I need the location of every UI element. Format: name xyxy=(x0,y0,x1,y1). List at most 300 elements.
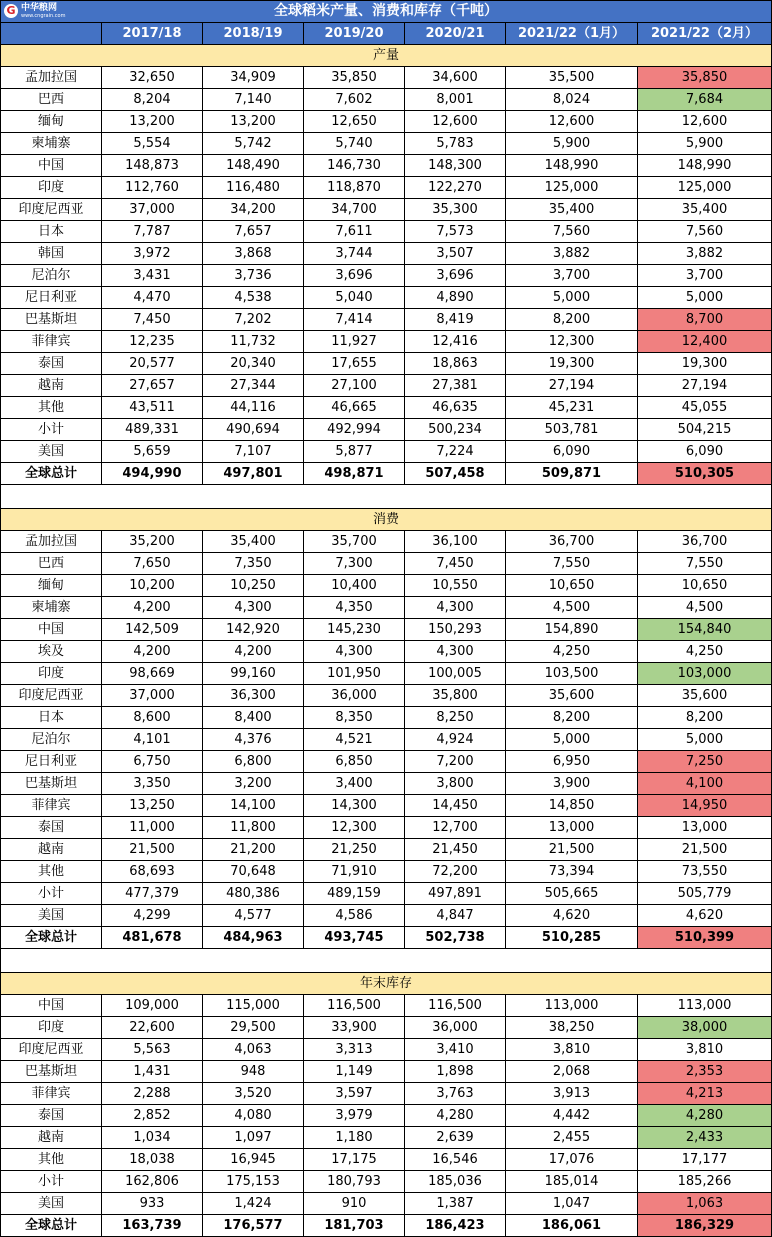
value-cell: 45,231 xyxy=(506,397,638,419)
value-cell: 910 xyxy=(304,1193,405,1215)
value-cell: 6,090 xyxy=(638,441,772,463)
row-label: 其他 xyxy=(1,1149,102,1171)
value-cell: 148,990 xyxy=(638,155,772,177)
table-row xyxy=(1,531,772,553)
value-cell: 3,313 xyxy=(304,1039,405,1061)
value-cell: 492,994 xyxy=(304,419,405,441)
value-cell: 3,882 xyxy=(638,243,772,265)
table-row xyxy=(1,641,772,663)
value-cell: 27,344 xyxy=(203,375,304,397)
value-cell: 116,480 xyxy=(203,177,304,199)
value-cell: 16,546 xyxy=(405,1149,506,1171)
section-spacer xyxy=(1,949,772,973)
value-cell: 7,611 xyxy=(304,221,405,243)
value-cell: 21,500 xyxy=(102,839,203,861)
value-cell: 185,036 xyxy=(405,1171,506,1193)
value-cell: 163,739 xyxy=(102,1215,203,1237)
value-cell: 36,700 xyxy=(638,531,772,553)
table-title: 全球稻米产量、消费和库存（千吨） xyxy=(274,3,498,19)
value-cell: 5,563 xyxy=(102,1039,203,1061)
value-cell: 12,416 xyxy=(405,331,506,353)
value-cell: 73,394 xyxy=(506,861,638,883)
value-cell: 14,850 xyxy=(506,795,638,817)
value-cell: 103,000 xyxy=(638,663,772,685)
value-cell: 112,760 xyxy=(102,177,203,199)
value-cell: 16,945 xyxy=(203,1149,304,1171)
value-cell: 7,550 xyxy=(638,553,772,575)
value-cell: 3,744 xyxy=(304,243,405,265)
value-cell: 103,500 xyxy=(506,663,638,685)
value-cell: 4,500 xyxy=(638,597,772,619)
value-cell: 18,038 xyxy=(102,1149,203,1171)
table-row xyxy=(1,995,772,1017)
value-cell: 2,353 xyxy=(638,1061,772,1083)
value-cell: 19,300 xyxy=(506,353,638,375)
table-row xyxy=(1,1105,772,1127)
value-cell: 11,800 xyxy=(203,817,304,839)
header-cell: 2020/21 xyxy=(405,23,506,45)
value-cell: 10,550 xyxy=(405,575,506,597)
value-cell: 5,000 xyxy=(638,729,772,751)
value-cell: 6,750 xyxy=(102,751,203,773)
value-cell: 5,742 xyxy=(203,133,304,155)
value-cell: 36,300 xyxy=(203,685,304,707)
table-row xyxy=(1,221,772,243)
value-cell: 109,000 xyxy=(102,995,203,1017)
value-cell: 27,381 xyxy=(405,375,506,397)
row-label: 全球总计 xyxy=(1,463,102,485)
value-cell: 35,400 xyxy=(638,199,772,221)
table-row xyxy=(1,287,772,309)
value-cell: 27,100 xyxy=(304,375,405,397)
row-label: 菲律宾 xyxy=(1,1083,102,1105)
value-cell: 21,500 xyxy=(638,839,772,861)
table-row xyxy=(1,177,772,199)
value-cell: 4,300 xyxy=(405,597,506,619)
row-label: 巴西 xyxy=(1,553,102,575)
value-cell: 185,266 xyxy=(638,1171,772,1193)
table-row xyxy=(1,1017,772,1039)
value-cell: 115,000 xyxy=(203,995,304,1017)
row-label: 柬埔寨 xyxy=(1,597,102,619)
value-cell: 18,863 xyxy=(405,353,506,375)
title-row xyxy=(1,1,772,23)
table-row xyxy=(1,773,772,795)
value-cell: 498,871 xyxy=(304,463,405,485)
table-row xyxy=(1,553,772,575)
value-cell: 5,000 xyxy=(506,729,638,751)
value-cell: 1,149 xyxy=(304,1061,405,1083)
value-cell: 8,200 xyxy=(506,707,638,729)
value-cell: 37,000 xyxy=(102,685,203,707)
value-cell: 36,700 xyxy=(506,531,638,553)
value-cell: 12,700 xyxy=(405,817,506,839)
table-row xyxy=(1,1171,772,1193)
value-cell: 4,500 xyxy=(506,597,638,619)
value-cell: 3,431 xyxy=(102,265,203,287)
value-cell: 3,696 xyxy=(405,265,506,287)
value-cell: 14,950 xyxy=(638,795,772,817)
table-row xyxy=(1,199,772,221)
value-cell: 4,442 xyxy=(506,1105,638,1127)
value-cell: 5,000 xyxy=(638,287,772,309)
value-cell: 489,159 xyxy=(304,883,405,905)
value-cell: 3,410 xyxy=(405,1039,506,1061)
value-cell: 113,000 xyxy=(638,995,772,1017)
row-label: 尼日利亚 xyxy=(1,751,102,773)
value-cell: 101,950 xyxy=(304,663,405,685)
value-cell: 1,034 xyxy=(102,1127,203,1149)
header-row xyxy=(1,23,772,45)
row-label: 缅甸 xyxy=(1,575,102,597)
value-cell: 3,810 xyxy=(638,1039,772,1061)
value-cell: 1,180 xyxy=(304,1127,405,1149)
value-cell: 35,300 xyxy=(405,199,506,221)
value-cell: 145,230 xyxy=(304,619,405,641)
value-cell: 4,101 xyxy=(102,729,203,751)
value-cell: 4,586 xyxy=(304,905,405,927)
value-cell: 14,450 xyxy=(405,795,506,817)
value-cell: 148,300 xyxy=(405,155,506,177)
table-row xyxy=(1,707,772,729)
total-row xyxy=(1,927,772,949)
value-cell: 948 xyxy=(203,1061,304,1083)
section-title: 年末库存 xyxy=(1,973,772,995)
value-cell: 503,781 xyxy=(506,419,638,441)
value-cell: 36,000 xyxy=(405,1017,506,1039)
value-cell: 4,100 xyxy=(638,773,772,795)
value-cell: 3,800 xyxy=(405,773,506,795)
value-cell: 1,898 xyxy=(405,1061,506,1083)
value-cell: 154,890 xyxy=(506,619,638,641)
value-cell: 4,200 xyxy=(203,641,304,663)
value-cell: 68,693 xyxy=(102,861,203,883)
value-cell: 33,900 xyxy=(304,1017,405,1039)
value-cell: 99,160 xyxy=(203,663,304,685)
value-cell: 12,600 xyxy=(506,111,638,133)
value-cell: 4,538 xyxy=(203,287,304,309)
value-cell: 2,639 xyxy=(405,1127,506,1149)
value-cell: 2,068 xyxy=(506,1061,638,1083)
value-cell: 8,350 xyxy=(304,707,405,729)
value-cell: 19,300 xyxy=(638,353,772,375)
value-cell: 504,215 xyxy=(638,419,772,441)
row-label: 印度尼西亚 xyxy=(1,685,102,707)
value-cell: 5,783 xyxy=(405,133,506,155)
table-row xyxy=(1,663,772,685)
value-cell: 176,577 xyxy=(203,1215,304,1237)
spacer-cell xyxy=(1,485,772,509)
value-cell: 497,891 xyxy=(405,883,506,905)
row-label: 全球总计 xyxy=(1,927,102,949)
value-cell: 11,732 xyxy=(203,331,304,353)
value-cell: 489,331 xyxy=(102,419,203,441)
value-cell: 11,000 xyxy=(102,817,203,839)
header-cell: 2018/19 xyxy=(203,23,304,45)
value-cell: 4,063 xyxy=(203,1039,304,1061)
value-cell: 35,700 xyxy=(304,531,405,553)
value-cell: 8,001 xyxy=(405,89,506,111)
value-cell: 27,657 xyxy=(102,375,203,397)
value-cell: 4,200 xyxy=(102,641,203,663)
value-cell: 154,840 xyxy=(638,619,772,641)
value-cell: 3,597 xyxy=(304,1083,405,1105)
row-label: 越南 xyxy=(1,1127,102,1149)
table-row xyxy=(1,905,772,927)
value-cell: 20,577 xyxy=(102,353,203,375)
value-cell: 7,684 xyxy=(638,89,772,111)
value-cell: 2,288 xyxy=(102,1083,203,1105)
row-label: 其他 xyxy=(1,397,102,419)
row-label: 巴基斯坦 xyxy=(1,1061,102,1083)
value-cell: 3,400 xyxy=(304,773,405,795)
value-cell: 37,000 xyxy=(102,199,203,221)
table-row xyxy=(1,795,772,817)
value-cell: 6,950 xyxy=(506,751,638,773)
value-cell: 17,175 xyxy=(304,1149,405,1171)
value-cell: 3,200 xyxy=(203,773,304,795)
value-cell: 21,250 xyxy=(304,839,405,861)
table-row xyxy=(1,817,772,839)
value-cell: 7,250 xyxy=(638,751,772,773)
value-cell: 3,696 xyxy=(304,265,405,287)
value-cell: 27,194 xyxy=(506,375,638,397)
value-cell: 12,600 xyxy=(638,111,772,133)
value-cell: 4,847 xyxy=(405,905,506,927)
table-row xyxy=(1,309,772,331)
row-label: 中国 xyxy=(1,995,102,1017)
value-cell: 3,810 xyxy=(506,1039,638,1061)
value-cell: 4,300 xyxy=(203,597,304,619)
value-cell: 500,234 xyxy=(405,419,506,441)
row-label: 泰国 xyxy=(1,1105,102,1127)
total-row xyxy=(1,463,772,485)
value-cell: 7,657 xyxy=(203,221,304,243)
row-label: 菲律宾 xyxy=(1,331,102,353)
value-cell: 10,250 xyxy=(203,575,304,597)
row-label: 韩国 xyxy=(1,243,102,265)
header-cell: 2017/18 xyxy=(102,23,203,45)
value-cell: 5,000 xyxy=(506,287,638,309)
table-row xyxy=(1,1083,772,1105)
value-cell: 98,669 xyxy=(102,663,203,685)
value-cell: 35,850 xyxy=(304,67,405,89)
value-cell: 116,500 xyxy=(405,995,506,1017)
value-cell: 35,800 xyxy=(405,685,506,707)
value-cell: 3,763 xyxy=(405,1083,506,1105)
table-row xyxy=(1,375,772,397)
row-label: 尼泊尔 xyxy=(1,265,102,287)
value-cell: 29,500 xyxy=(203,1017,304,1039)
row-label: 小计 xyxy=(1,1171,102,1193)
value-cell: 4,280 xyxy=(638,1105,772,1127)
spacer-cell xyxy=(1,949,772,973)
value-cell: 3,882 xyxy=(506,243,638,265)
row-label: 中国 xyxy=(1,619,102,641)
value-cell: 1,424 xyxy=(203,1193,304,1215)
value-cell: 7,573 xyxy=(405,221,506,243)
value-cell: 125,000 xyxy=(506,177,638,199)
value-cell: 6,850 xyxy=(304,751,405,773)
table-row xyxy=(1,243,772,265)
row-label: 其他 xyxy=(1,861,102,883)
value-cell: 7,414 xyxy=(304,309,405,331)
value-cell: 505,779 xyxy=(638,883,772,905)
value-cell: 12,300 xyxy=(506,331,638,353)
row-label: 越南 xyxy=(1,839,102,861)
row-label: 小计 xyxy=(1,883,102,905)
row-label: 埃及 xyxy=(1,641,102,663)
value-cell: 6,800 xyxy=(203,751,304,773)
value-cell: 2,455 xyxy=(506,1127,638,1149)
value-cell: 10,400 xyxy=(304,575,405,597)
value-cell: 1,063 xyxy=(638,1193,772,1215)
value-cell: 8,419 xyxy=(405,309,506,331)
table-row xyxy=(1,883,772,905)
value-cell: 5,659 xyxy=(102,441,203,463)
value-cell: 12,235 xyxy=(102,331,203,353)
value-cell: 8,700 xyxy=(638,309,772,331)
value-cell: 186,061 xyxy=(506,1215,638,1237)
value-cell: 12,300 xyxy=(304,817,405,839)
value-cell: 497,801 xyxy=(203,463,304,485)
value-cell: 1,097 xyxy=(203,1127,304,1149)
table-row xyxy=(1,685,772,707)
row-label: 尼日利亚 xyxy=(1,287,102,309)
value-cell: 4,250 xyxy=(638,641,772,663)
value-cell: 7,450 xyxy=(405,553,506,575)
value-cell: 4,577 xyxy=(203,905,304,927)
title-cell xyxy=(1,1,772,23)
value-cell: 7,550 xyxy=(506,553,638,575)
value-cell: 34,909 xyxy=(203,67,304,89)
section-title: 产量 xyxy=(1,45,772,67)
section-title-row xyxy=(1,45,772,67)
logo-name: 中华粮网 xyxy=(21,3,58,13)
value-cell: 13,200 xyxy=(102,111,203,133)
table-row xyxy=(1,133,772,155)
table-row xyxy=(1,575,772,597)
value-cell: 4,250 xyxy=(506,641,638,663)
value-cell: 5,040 xyxy=(304,287,405,309)
header-cell: 2019/20 xyxy=(304,23,405,45)
value-cell: 22,600 xyxy=(102,1017,203,1039)
value-cell: 7,560 xyxy=(506,221,638,243)
value-cell: 4,080 xyxy=(203,1105,304,1127)
value-cell: 181,703 xyxy=(304,1215,405,1237)
value-cell: 3,736 xyxy=(203,265,304,287)
value-cell: 70,648 xyxy=(203,861,304,883)
value-cell: 505,665 xyxy=(506,883,638,905)
value-cell: 7,787 xyxy=(102,221,203,243)
value-cell: 35,600 xyxy=(506,685,638,707)
table-row xyxy=(1,1149,772,1171)
total-row xyxy=(1,1215,772,1237)
value-cell: 13,000 xyxy=(506,817,638,839)
value-cell: 72,200 xyxy=(405,861,506,883)
value-cell: 7,560 xyxy=(638,221,772,243)
table-row xyxy=(1,729,772,751)
value-cell: 5,740 xyxy=(304,133,405,155)
value-cell: 8,400 xyxy=(203,707,304,729)
value-cell: 7,350 xyxy=(203,553,304,575)
value-cell: 36,000 xyxy=(304,685,405,707)
value-cell: 186,423 xyxy=(405,1215,506,1237)
value-cell: 477,379 xyxy=(102,883,203,905)
value-cell: 150,293 xyxy=(405,619,506,641)
value-cell: 11,927 xyxy=(304,331,405,353)
value-cell: 44,116 xyxy=(203,397,304,419)
header-cell: 2021/22（1月） xyxy=(506,23,638,45)
row-label: 泰国 xyxy=(1,817,102,839)
value-cell: 148,873 xyxy=(102,155,203,177)
value-cell: 36,100 xyxy=(405,531,506,553)
row-label: 越南 xyxy=(1,375,102,397)
table-row xyxy=(1,397,772,419)
value-cell: 7,450 xyxy=(102,309,203,331)
table-row xyxy=(1,89,772,111)
header-corner xyxy=(1,23,102,45)
header-cell: 2021/22（2月） xyxy=(638,23,772,45)
value-cell: 3,979 xyxy=(304,1105,405,1127)
value-cell: 17,076 xyxy=(506,1149,638,1171)
value-cell: 21,500 xyxy=(506,839,638,861)
value-cell: 7,300 xyxy=(304,553,405,575)
value-cell: 148,990 xyxy=(506,155,638,177)
value-cell: 3,913 xyxy=(506,1083,638,1105)
value-cell: 180,793 xyxy=(304,1171,405,1193)
value-cell: 494,990 xyxy=(102,463,203,485)
value-cell: 4,890 xyxy=(405,287,506,309)
row-label: 缅甸 xyxy=(1,111,102,133)
table-row xyxy=(1,839,772,861)
row-label: 日本 xyxy=(1,221,102,243)
value-cell: 7,200 xyxy=(405,751,506,773)
row-label: 柬埔寨 xyxy=(1,133,102,155)
value-cell: 4,376 xyxy=(203,729,304,751)
value-cell: 510,305 xyxy=(638,463,772,485)
value-cell: 162,806 xyxy=(102,1171,203,1193)
value-cell: 3,520 xyxy=(203,1083,304,1105)
value-cell: 5,554 xyxy=(102,133,203,155)
row-label: 日本 xyxy=(1,707,102,729)
value-cell: 4,300 xyxy=(304,641,405,663)
value-cell: 13,200 xyxy=(203,111,304,133)
value-cell: 6,090 xyxy=(506,441,638,463)
table-row xyxy=(1,751,772,773)
value-cell: 3,350 xyxy=(102,773,203,795)
value-cell: 8,250 xyxy=(405,707,506,729)
value-cell: 43,511 xyxy=(102,397,203,419)
value-cell: 490,694 xyxy=(203,419,304,441)
value-cell: 35,400 xyxy=(506,199,638,221)
value-cell: 4,299 xyxy=(102,905,203,927)
row-label: 全球总计 xyxy=(1,1215,102,1237)
value-cell: 32,650 xyxy=(102,67,203,89)
value-cell: 125,000 xyxy=(638,177,772,199)
value-cell: 3,507 xyxy=(405,243,506,265)
cngrain-logo xyxy=(4,2,65,20)
value-cell: 34,200 xyxy=(203,199,304,221)
section-title: 消费 xyxy=(1,509,772,531)
table-row xyxy=(1,111,772,133)
value-cell: 3,700 xyxy=(506,265,638,287)
value-cell: 8,200 xyxy=(638,707,772,729)
value-cell: 8,024 xyxy=(506,89,638,111)
section-title-row xyxy=(1,973,772,995)
value-cell: 1,387 xyxy=(405,1193,506,1215)
value-cell: 480,386 xyxy=(203,883,304,905)
